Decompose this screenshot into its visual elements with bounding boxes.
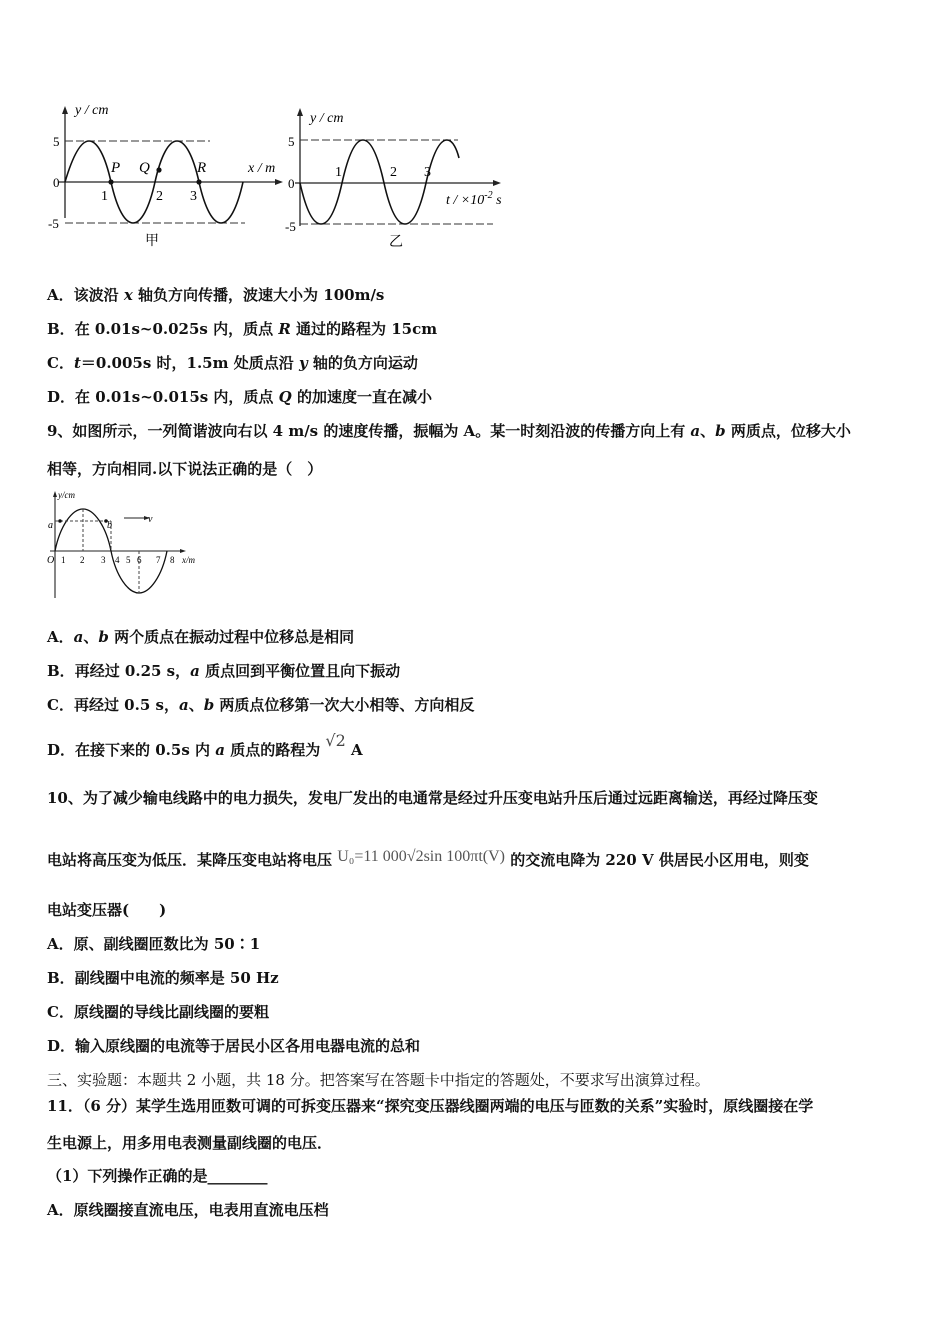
y-axis-label: y / cm [310,111,344,126]
q9-stem-line2: 相等，方向相同.以下说法正确的是（ ） [47,460,323,478]
q9-stem-line1: 9、如图所示，一列简谐波向右以 4 m/s 的速度传播，振幅为 A。某一时刻沿波的传播方向上有 a、b 两质点，位移大小 [47,422,851,440]
x-tick-2: 2 [156,189,163,204]
point-p [108,179,113,184]
wave-figure-jia [45,100,290,250]
q11-stem-line1: 11．（6 分）某学生选用匝数可调的可拆变压器来“探究变压器线圈两端的电压与匝数的关系”实验时，原线圈接在学 [47,1097,814,1115]
figure-caption-yi: 乙 [389,235,403,250]
x-axis-arrow [275,179,283,185]
x-axis-label: x / m [248,161,276,176]
figure-caption-jia: 甲 [145,234,159,249]
t-axis-label: $t / \times 10^{-2}$ s [446,190,502,208]
q8-option-c: C．t＝0.005s 时，1.5m 处质点沿 y 轴的负方向运动 [47,354,418,372]
label-r: R [197,160,207,176]
label-p: P [111,160,121,176]
q10-stem-line2: 电站将高压变为低压．某降压变电站将电压 U₀=11 000√2sin 100πt(V) 的交流电降为 220 V 供居民小区用电，则变 [47,848,809,869]
velocity-label: v [148,514,153,525]
x-axis-arrow [180,549,186,553]
x-tick-2: 2 [80,555,85,565]
q8-option-a: A．该波沿 x 轴负方向传播，波速大小为 100m/s [47,286,385,304]
q9-option-b: B．再经过 0.25 s，a 质点回到平衡位置且向下振动 [47,662,401,680]
t-tick-3: 3 [424,165,431,180]
q10-stem-line3: 电站变压器( ) [47,901,167,919]
q11-option-a: A．原线圈接直流电压，电表用直流电压档 [47,1201,329,1219]
label-b: b [107,520,112,531]
x-tick-4: 4 [115,555,120,565]
x-tick-1: 1 [101,189,108,204]
point-q [156,167,161,172]
q9-option-a: A．a、b 两个质点在振动过程中位移总是相同 [47,628,355,646]
y-axis-arrow [53,491,57,497]
q11-stem-line2: 生电源上，用多用电表测量副线圈的电压． [47,1134,333,1152]
wave-figure-yi [283,100,523,250]
q11-subquestion-1: （1）下列操作正确的是________ [47,1167,268,1185]
origin-label: O [47,555,55,566]
y-tick-0: 0 [53,175,60,190]
section-3-heading: 三、实验题：本题共 2 小题，共 18 分。把答案写在答题卡中指定的答题处，不要求写出演算过程。 [47,1071,710,1089]
y-tick-neg5: -5 [48,216,59,231]
t-tick-1: 1 [335,165,342,180]
y-axis-arrow [297,108,303,116]
voltage-formula: U₀=11 000√2sin 100πt(V) [337,848,505,865]
y-axis-label: y / cm [75,103,109,118]
t-axis-arrow [493,180,501,186]
point-a [58,519,62,523]
x-tick-6: 6 [137,555,142,565]
q10-option-d: D．输入原线圈的电流等于居民小区各用电器电流的总和 [47,1037,421,1055]
y-tick-5: 5 [288,134,295,149]
vibration-curve [300,140,459,224]
q8-option-d: D．在 0.01s~0.015s 内，质点 Q 的加速度一直在减小 [47,388,432,406]
q9-option-d: D．在接下来的 0.5s 内 a 质点的路程为 √2 A [47,731,363,759]
x-tick-8: 8 [170,555,175,565]
x-tick-7: 7 [156,555,161,565]
q9-option-c: C．再经过 0.5 s，a、b 两质点位移第一次大小相等、方向相反 [47,696,475,714]
q10-option-b: B．副线圈中电流的频率是 50 Hz [47,969,279,987]
sqrt2-symbol: √2 [325,731,346,750]
point-r [196,179,201,184]
q8-option-b: B．在 0.01s~0.025s 内，质点 R 通过的路程为 15cm [47,320,438,338]
y-tick-0: 0 [288,176,295,191]
q10-option-a: A．原、副线圈匝数比为 50∶1 [47,935,261,953]
y-axis-arrow [62,106,68,114]
x-tick-5: 5 [126,555,131,565]
x-tick-1: 1 [61,555,66,565]
x-tick-3: 3 [101,555,106,565]
q9-wave-figure [44,488,214,603]
t-tick-2: 2 [390,165,397,180]
x-tick-3: 3 [190,189,197,204]
y-tick-5: 5 [53,134,60,149]
y-axis-label: y/cm [58,490,75,500]
y-tick-neg5: -5 [285,219,296,234]
label-a: a [48,520,53,531]
q10-stem-line1: 10、为了减少输电线路中的电力损失，发电厂发出的电通常是经过升压变电站升压后通过远距离输送，再经过降压变 [47,789,818,807]
q10-option-c: C．原线圈的导线比副线圈的要粗 [47,1003,269,1021]
x-axis-label: x/m [182,555,195,565]
label-q: Q [139,160,150,176]
